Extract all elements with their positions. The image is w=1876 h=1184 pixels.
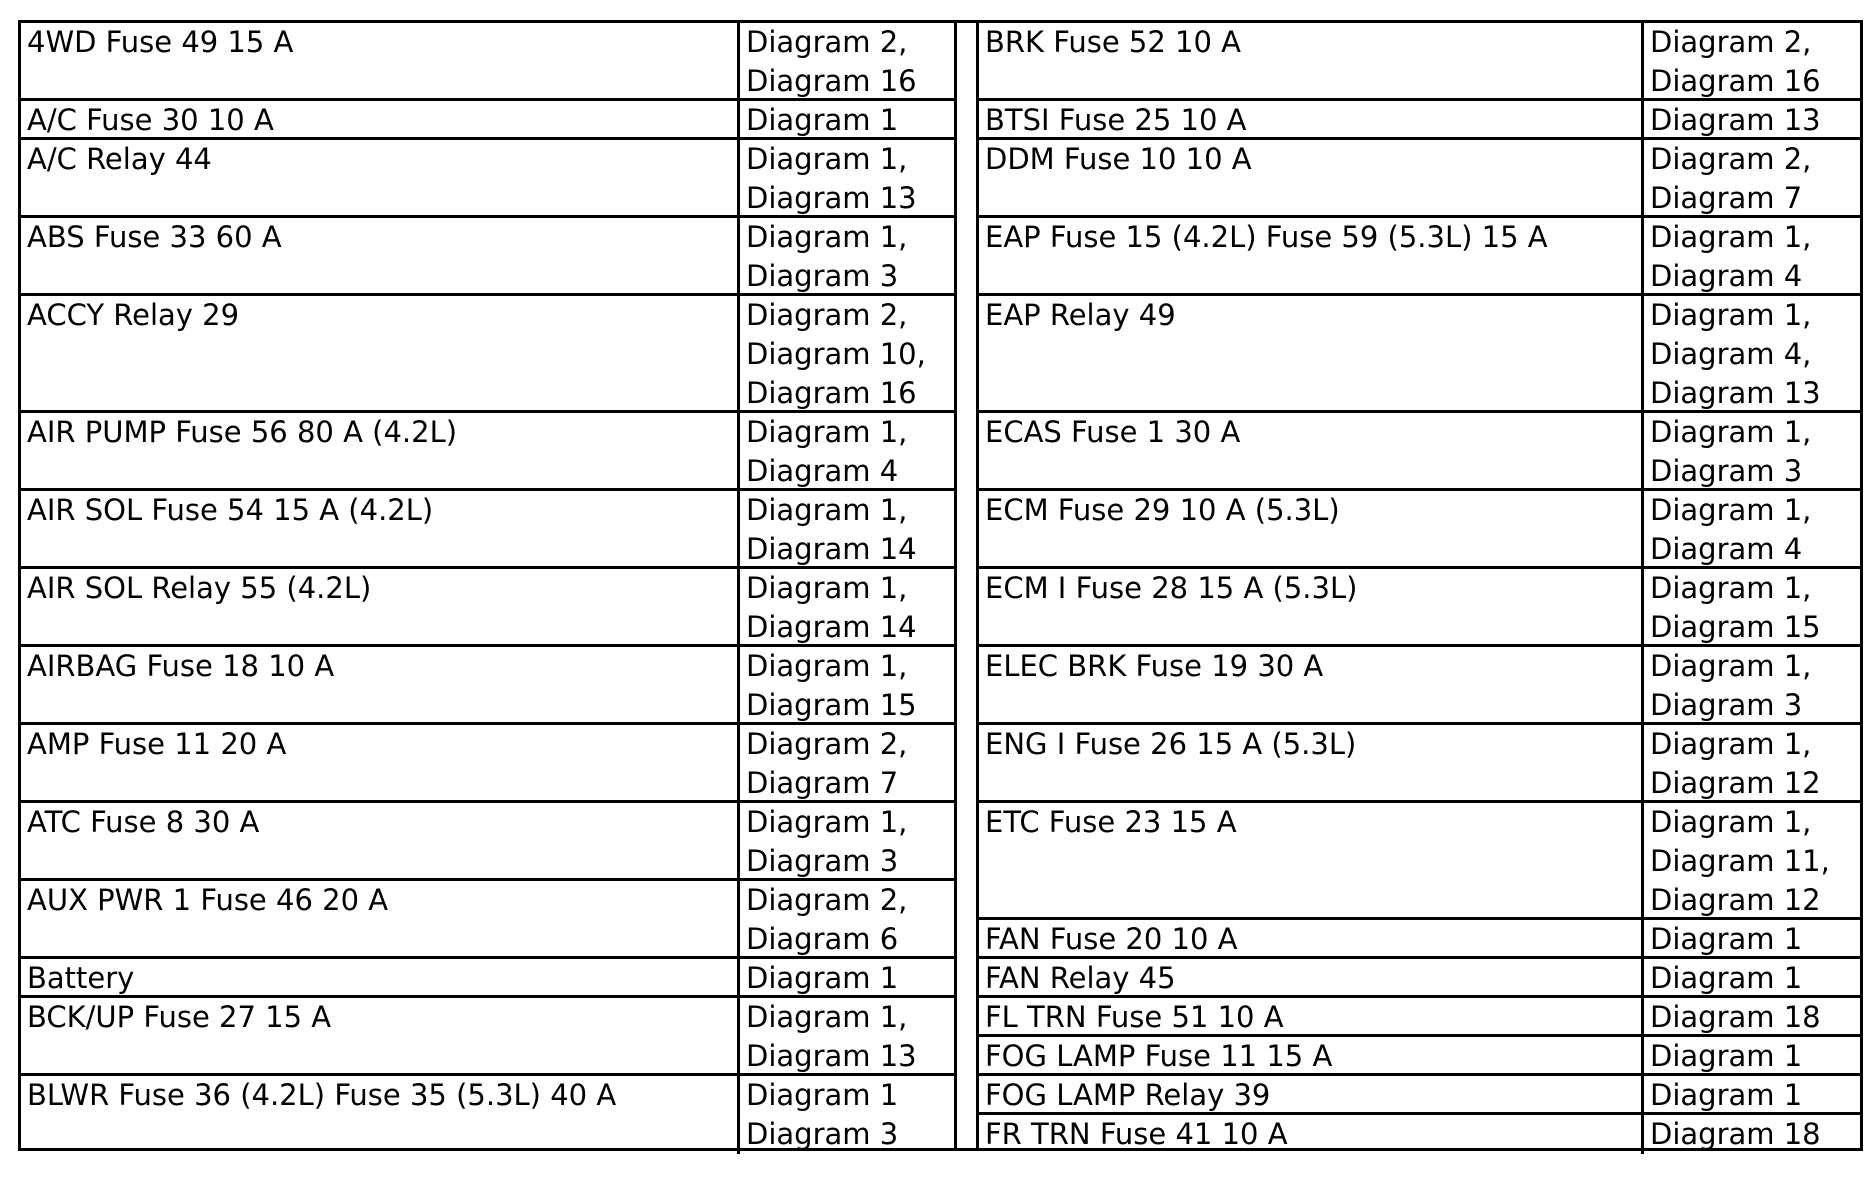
- fuse-index-table: [18, 20, 1863, 1151]
- diagram-reference-cell: Diagram 1, Diagram 3: [1650, 415, 1812, 488]
- diagram-reference-cell: Diagram 1: [1650, 961, 1803, 995]
- diagram-reference-cell: Diagram 2, Diagram 16: [746, 25, 917, 98]
- diagram-reference-cell: Diagram 1, Diagram 13: [746, 142, 917, 215]
- table-row: [979, 647, 1860, 725]
- table-row: [21, 647, 954, 725]
- component-name-cell: BCK/UP Fuse 27 15 A: [21, 998, 740, 1073]
- component-name-cell: ECM Fuse 29 10 A (5.3L): [979, 491, 1644, 566]
- component-name-cell: BRK Fuse 52 10 A: [979, 23, 1644, 98]
- diagram-reference-cell: Diagram 2, Diagram 6: [746, 883, 908, 956]
- table-row: [979, 1076, 1860, 1115]
- table-row: [979, 413, 1860, 491]
- component-name-cell: AMP Fuse 11 20 A: [21, 725, 740, 800]
- component-name-cell: ETC Fuse 23 15 A: [979, 803, 1644, 917]
- diagram-reference-cell: Diagram 1, Diagram 3: [746, 220, 908, 293]
- diagram-reference-cell: Diagram 2, Diagram 16: [1650, 25, 1821, 98]
- table-row: [21, 23, 954, 101]
- component-name-cell: BLWR Fuse 36 (4.2L) Fuse 35 (5.3L) 40 A: [21, 1076, 740, 1154]
- table-row: [979, 140, 1860, 218]
- diagram-reference-cell: Diagram 1, Diagram 3: [746, 805, 908, 878]
- diagram-reference-cell: Diagram 18: [1650, 1117, 1821, 1151]
- diagram-reference-cell: Diagram 1, Diagram 4: [746, 415, 908, 488]
- component-name-cell: FR TRN Fuse 41 10 A: [979, 1115, 1644, 1154]
- diagram-reference-cell: Diagram 13: [1650, 103, 1821, 137]
- table-row: [979, 920, 1860, 959]
- component-name-cell: ACCY Relay 29: [21, 296, 740, 410]
- diagram-reference-cell: Diagram 2, Diagram 7: [1650, 142, 1812, 215]
- table-row: [979, 725, 1860, 803]
- table-row: [21, 959, 954, 998]
- diagram-reference-cell: Diagram 2, Diagram 10, Diagram 16: [746, 298, 926, 410]
- component-name-cell: FAN Relay 45: [979, 959, 1644, 995]
- diagram-reference-cell: Diagram 1, Diagram 15: [1650, 571, 1821, 644]
- component-name-cell: ABS Fuse 33 60 A: [21, 218, 740, 293]
- diagram-reference-cell: Diagram 18: [1650, 1000, 1821, 1034]
- table-row: [979, 23, 1860, 101]
- table-row: [979, 1037, 1860, 1076]
- component-name-cell: FAN Fuse 20 10 A: [979, 920, 1644, 956]
- table-row: [979, 1115, 1860, 1154]
- component-name-cell: AIR SOL Relay 55 (4.2L): [21, 569, 740, 644]
- component-name-cell: ECAS Fuse 1 30 A: [979, 413, 1644, 488]
- component-name-cell: FOG LAMP Relay 39: [979, 1076, 1644, 1112]
- table-row: [979, 101, 1860, 140]
- component-name-cell: A/C Fuse 30 10 A: [21, 101, 740, 137]
- component-name-cell: FOG LAMP Fuse 11 15 A: [979, 1037, 1644, 1073]
- table-row: [21, 218, 954, 296]
- table-row: [21, 1076, 954, 1154]
- diagram-reference-cell: Diagram 1: [746, 103, 899, 137]
- table-row: [21, 803, 954, 881]
- diagram-reference-cell: Diagram 1: [746, 961, 899, 995]
- table-row: [979, 296, 1860, 413]
- component-name-cell: DDM Fuse 10 10 A: [979, 140, 1644, 215]
- diagram-reference-cell: Diagram 1, Diagram 14: [746, 571, 917, 644]
- component-name-cell: A/C Relay 44: [21, 140, 740, 215]
- table-row: [21, 140, 954, 218]
- table-row: [21, 413, 954, 491]
- diagram-reference-cell: Diagram 1, Diagram 4: [1650, 220, 1812, 293]
- component-name-cell: AUX PWR 1 Fuse 46 20 A: [21, 881, 740, 956]
- component-name-cell: ELEC BRK Fuse 19 30 A: [979, 647, 1644, 722]
- diagram-reference-cell: Diagram 1, Diagram 13: [746, 1000, 917, 1073]
- component-name-cell: EAP Fuse 15 (4.2L) Fuse 59 (5.3L) 15 A: [979, 218, 1644, 293]
- diagram-reference-cell: Diagram 1 Diagram 3: [746, 1078, 899, 1151]
- table-row: [979, 218, 1860, 296]
- component-name-cell: AIR SOL Fuse 54 15 A (4.2L): [21, 491, 740, 566]
- diagram-reference-cell: Diagram 2, Diagram 7: [746, 727, 908, 800]
- diagram-reference-cell: Diagram 1, Diagram 11, Diagram 12: [1650, 805, 1830, 917]
- diagram-reference-cell: Diagram 1, Diagram 3: [1650, 649, 1812, 722]
- table-row: [979, 998, 1860, 1037]
- diagram-reference-cell: Diagram 1: [1650, 1078, 1803, 1112]
- table-row: [21, 998, 954, 1076]
- component-name-cell: AIR PUMP Fuse 56 80 A (4.2L): [21, 413, 740, 488]
- table-row: [979, 959, 1860, 998]
- component-name-cell: ECM I Fuse 28 15 A (5.3L): [979, 569, 1644, 644]
- table-row: [21, 101, 954, 140]
- column-separator: [954, 23, 979, 1148]
- table-row: [979, 491, 1860, 569]
- right-table: [979, 23, 1860, 1151]
- table-row: [979, 803, 1860, 920]
- diagram-reference-cell: Diagram 1, Diagram 12: [1650, 727, 1821, 800]
- table-row: [21, 491, 954, 569]
- component-name-cell: EAP Relay 49: [979, 296, 1644, 410]
- table-row: [21, 296, 954, 413]
- table-row: [21, 569, 954, 647]
- diagram-reference-cell: Diagram 1, Diagram 14: [746, 493, 917, 566]
- component-name-cell: Battery: [21, 959, 740, 995]
- component-name-cell: ATC Fuse 8 30 A: [21, 803, 740, 878]
- component-name-cell: 4WD Fuse 49 15 A: [21, 23, 740, 98]
- diagram-reference-cell: Diagram 1, Diagram 4: [1650, 493, 1812, 566]
- diagram-reference-cell: Diagram 1, Diagram 15: [746, 649, 917, 722]
- diagram-reference-cell: Diagram 1: [1650, 1039, 1803, 1073]
- left-table: [21, 23, 954, 1151]
- component-name-cell: ENG I Fuse 26 15 A (5.3L): [979, 725, 1644, 800]
- diagram-reference-cell: Diagram 1, Diagram 4, Diagram 13: [1650, 298, 1821, 410]
- table-row: [21, 725, 954, 803]
- component-name-cell: AIRBAG Fuse 18 10 A: [21, 647, 740, 722]
- diagram-reference-cell: Diagram 1: [1650, 922, 1803, 956]
- component-name-cell: FL TRN Fuse 51 10 A: [979, 998, 1644, 1034]
- table-row: [979, 569, 1860, 647]
- table-row: [21, 881, 954, 959]
- component-name-cell: BTSI Fuse 25 10 A: [979, 101, 1644, 137]
